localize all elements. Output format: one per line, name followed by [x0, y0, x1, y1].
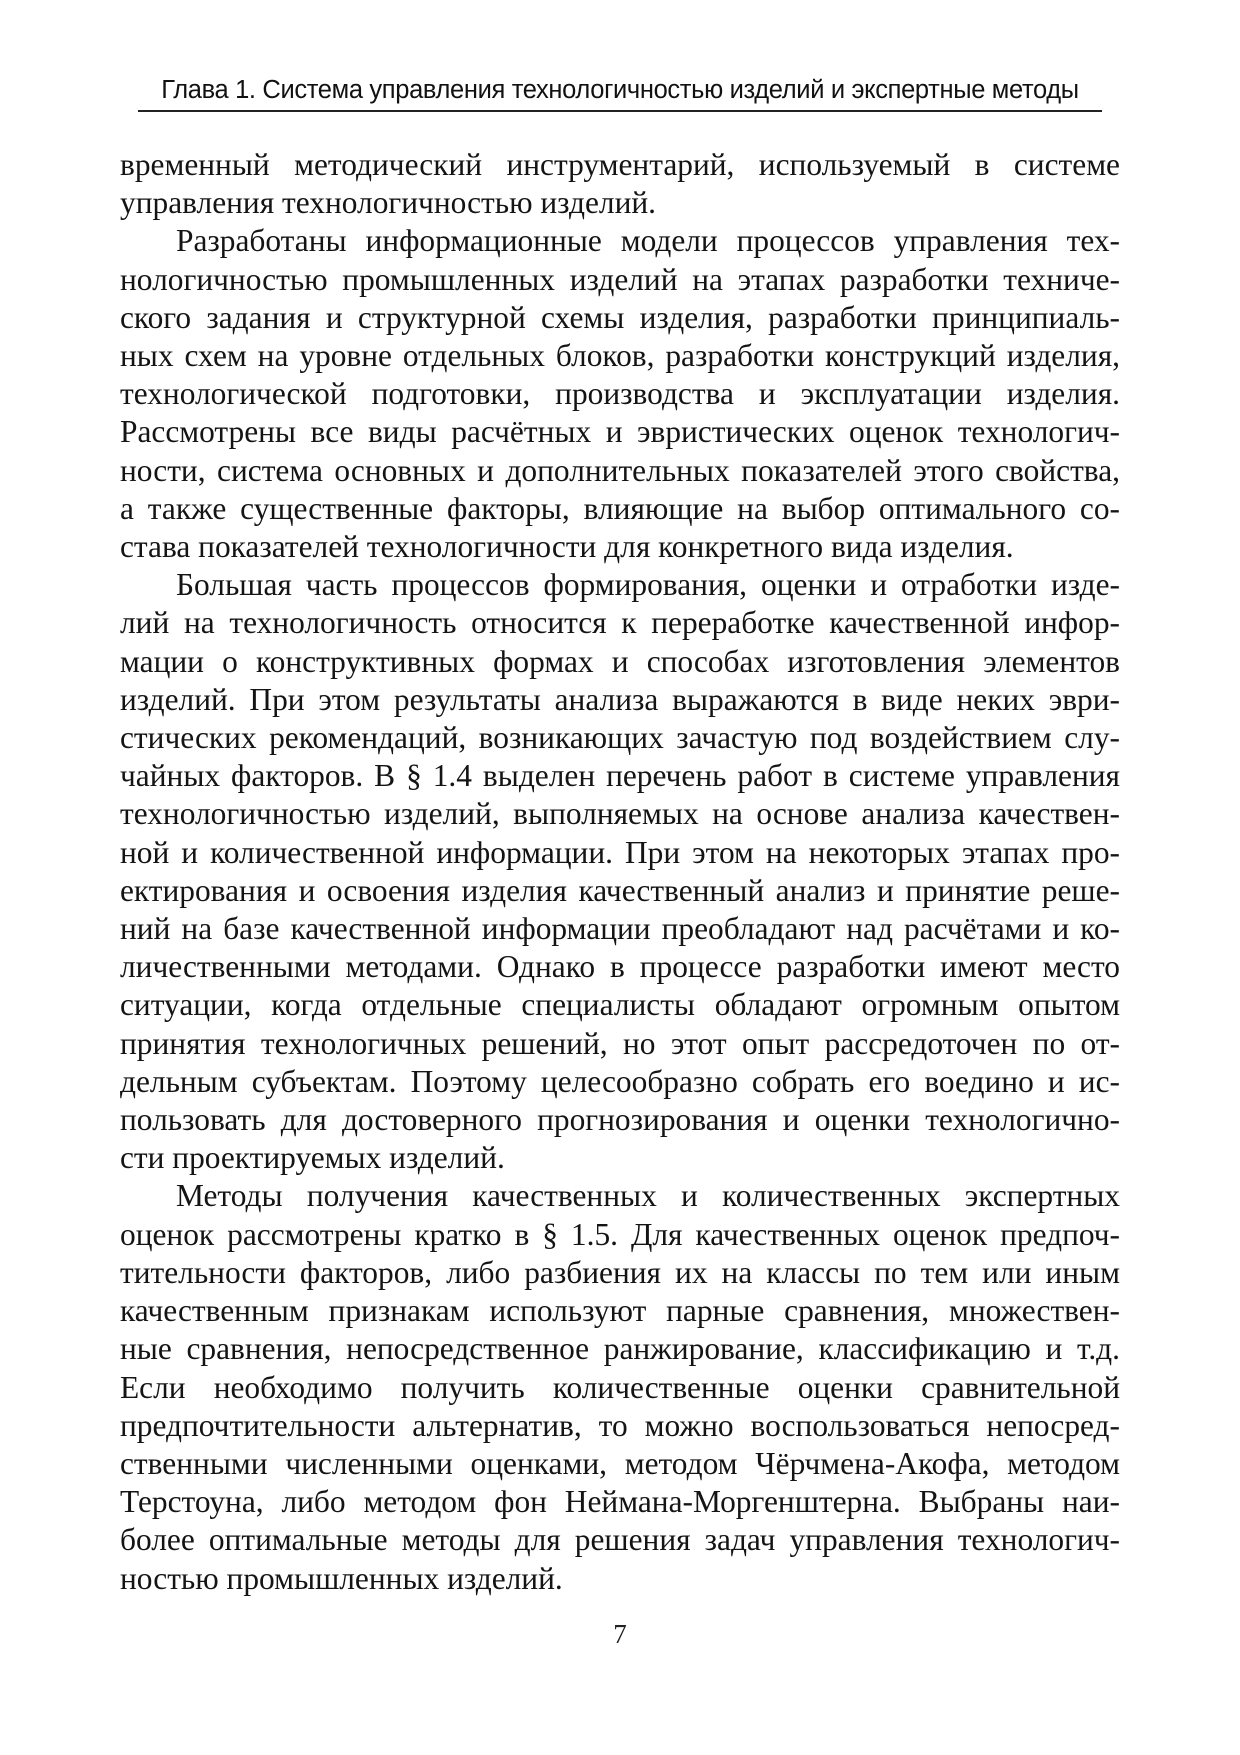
text-line: чайных факторов. В § 1.4 выделен перечень работ в системе управления: [120, 758, 1120, 794]
paragraph-continuation: [120, 146, 1120, 222]
text-line: личественными методами. Однако в процессе разработки имеют место: [120, 949, 1120, 985]
text-line: ные сравнения, непосредственное ранжирование, классификацию и т.д.: [120, 1331, 1120, 1367]
text-line: става показателей технологичности для конкретного вида изделия.: [120, 529, 1014, 565]
text-line: пользовать для достоверного прогнозирования и оценки технологично-: [120, 1102, 1120, 1138]
text-line: стических рекомендаций, возникающих зачастую под воздействием слу-: [120, 720, 1120, 756]
text-line: лий на технологичность относится к переработке качественной инфор-: [120, 605, 1120, 641]
text-line: изделий. При этом результаты анализа выражаются в виде неких эври-: [120, 681, 1120, 717]
text-line: ситуации, когда отдельные специалисты обладают огромным опытом: [120, 987, 1120, 1023]
text-line: мации о конструктивных формах и способах изготовления элементов: [120, 643, 1120, 679]
text-line: ний на базе качественной информации преобладают над расчётами и ко-: [120, 911, 1120, 947]
text-line: технологичностью изделий, выполняемых на основе анализа качествен-: [120, 796, 1120, 832]
text-line: ектирования и освоения изделия качественный анализ и принятие реше-: [120, 872, 1120, 908]
header-rule: [138, 110, 1102, 112]
paragraph: [120, 566, 1120, 1177]
text-line: Если необходимо получить количественные оценки сравнительной: [120, 1369, 1120, 1405]
paragraph: [120, 1177, 1120, 1597]
text-line: управления технологичностью изделий.: [120, 185, 657, 221]
text-line: ности, система основных и дополнительных показателей этого свойства,: [120, 452, 1120, 488]
paragraph: [120, 222, 1120, 566]
text-line: предпочтительности альтернатив, то можно воспользоваться непосред-: [120, 1407, 1120, 1443]
text-line: ского задания и структурной схемы изделия, разработки принципиаль-: [120, 299, 1120, 335]
text-line: ственными численными оценками, методом Чёрчмена-Акофа, методом: [120, 1445, 1120, 1481]
text-line: Методы получения качественных и количественных экспертных: [176, 1178, 1120, 1214]
text-line: ных схем на уровне отдельных блоков, разработки конструкций изделия,: [120, 338, 1120, 374]
text-line: тительности факторов, либо разбиения их на классы по тем или иным: [120, 1254, 1120, 1290]
text-line: а также существенные факторы, влияющие на выбор оптимального со-: [120, 490, 1120, 526]
text-line: технологической подготовки, производства и эксплуатации изделия.: [120, 376, 1120, 412]
page-number: 7: [613, 1619, 627, 1649]
running-header: Глава 1. Система управления технологичностью изделий и экспертные методы: [161, 76, 1079, 104]
text-line: ной и количественной информации. При этом на некоторых этапах про-: [120, 834, 1120, 870]
text-line: Разработаны информационные модели процессов управления тех-: [176, 223, 1120, 259]
text-line: дельным субъектам. Поэтому целесообразно собрать его воедино и ис-: [120, 1063, 1120, 1099]
text-line: Большая часть процессов формирования, оценки и отработки изде-: [176, 567, 1120, 603]
text-line: временный методический инструментарий, используемый в системе: [120, 147, 1120, 182]
text-line: сти проектируемых изделий.: [120, 1140, 505, 1176]
text-line: Рассмотрены все виды расчётных и эвристических оценок технологич-: [120, 414, 1120, 450]
text-line: качественным признакам используют парные сравнения, множествен-: [120, 1293, 1120, 1329]
text-line: оценок рассмотрены кратко в § 1.5. Для качественных оценок предпоч-: [120, 1216, 1120, 1252]
text-line: нологичностью промышленных изделий на этапах разработки техниче-: [120, 261, 1120, 297]
body-text: [120, 146, 1120, 1598]
text-line: принятия технологичных решений, но этот опыт рассредоточен по от-: [120, 1025, 1120, 1061]
text-line: ностью промышленных изделий.: [120, 1560, 563, 1596]
text-line: Терстоуна, либо методом фон Неймана-Моргенштерна. Выбраны наи-: [120, 1484, 1120, 1520]
text-line: более оптимальные методы для решения задач управления технологич-: [120, 1522, 1120, 1558]
